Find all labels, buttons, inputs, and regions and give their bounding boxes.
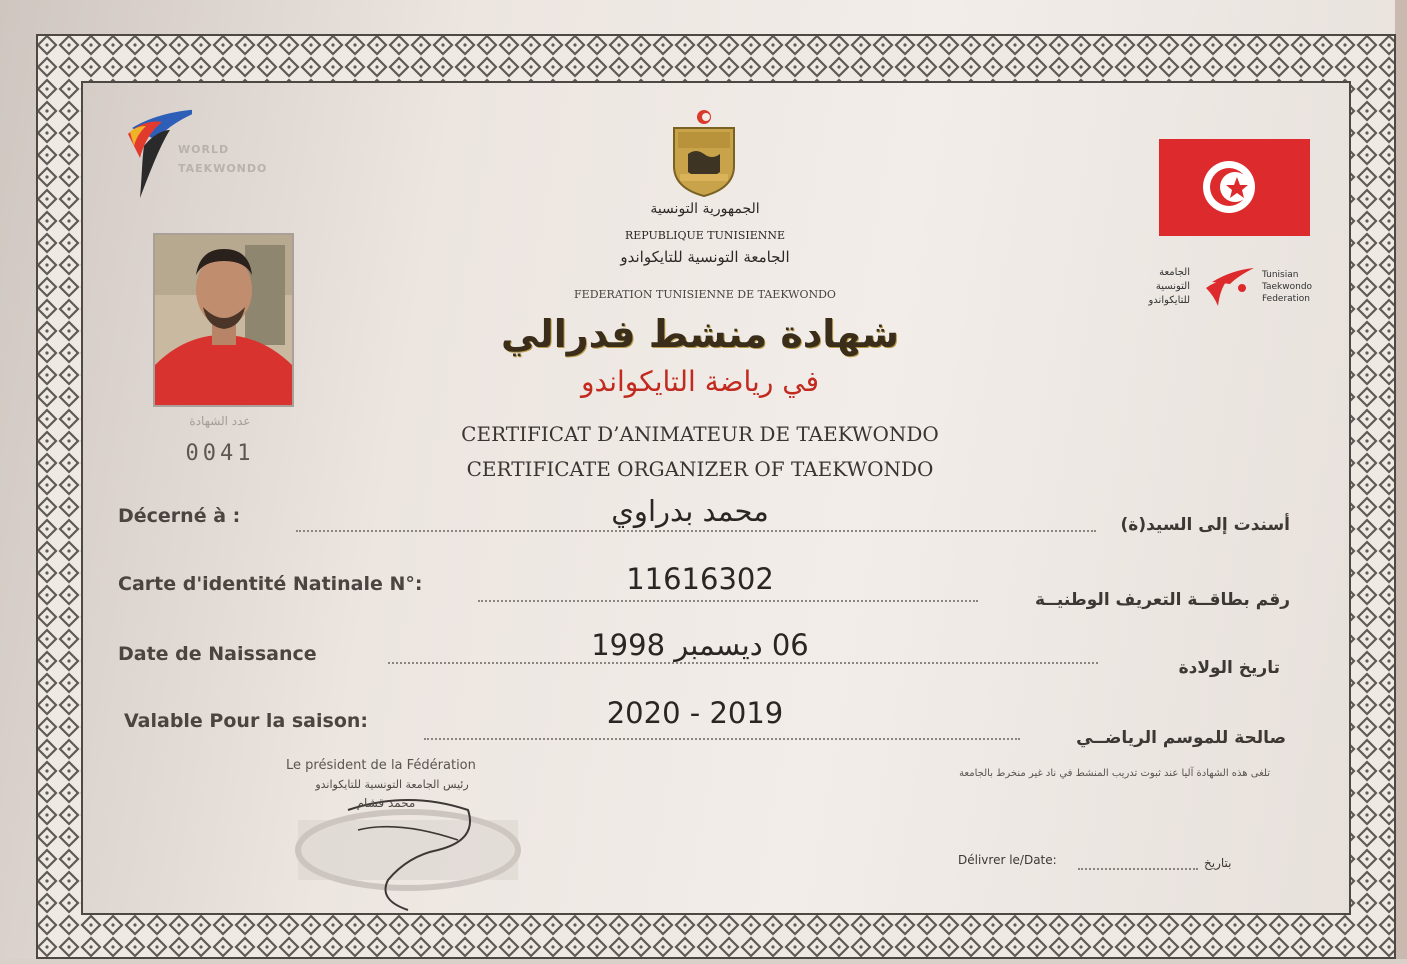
tunisia-coat-of-arms-icon: [666, 108, 742, 198]
awarded-value: محمد بدراوي: [611, 494, 769, 528]
certificate-title-fr: CERTIFICAT D’ANIMATEUR DE TAEKWONDO: [461, 422, 939, 446]
certificate-title-ar: شهادة منشط فدرالي: [501, 312, 899, 356]
world-taekwondo-wordmark: [178, 140, 267, 178]
birth-label-ar: تاريخ الولادة: [1178, 658, 1280, 678]
tunisia-flag-icon: [1159, 139, 1310, 236]
ttf-ar-line-1: الجامعة: [1159, 267, 1190, 278]
ttf-ar-line-3: للتايكواندو: [1148, 295, 1190, 306]
certificate-subtitle-ar: في رياضة التايكواندو: [581, 365, 819, 398]
birth-label-fr: Date de Naissance: [118, 643, 317, 665]
wt-logo-line-1: WORLD: [178, 143, 230, 156]
certificate-number: 0041: [185, 441, 255, 466]
season-label-fr: Valable Pour la saison:: [124, 710, 369, 732]
season-value: 2020 - 2019: [606, 696, 784, 730]
awarded-label-ar: أسندت إلى السيد(ة): [1120, 515, 1290, 535]
ttf-en-line-3: Federation: [1262, 294, 1310, 304]
ttf-en-line-1: Tunisian: [1262, 270, 1299, 280]
season-label-ar: صالحة للموسم الرياضــي: [1076, 728, 1286, 748]
wt-logo-line-2: TAEKWONDO: [178, 162, 268, 175]
validity-note-ar: تلغى هذه الشهادة آليا عند ثبوت تدريب المنشط في ناد غير منخرط بالجامعة: [959, 768, 1270, 779]
republic-fr: REPUBLIQUE TUNISIENNE: [624, 229, 786, 242]
ttf-en-line-2: Taekwondo: [1262, 282, 1313, 292]
ttf-ar-line-2: التونسية: [1155, 281, 1190, 292]
awarded-label-fr: Décerné à :: [118, 505, 241, 527]
certificate-title-en: CERTIFICATE ORGANIZER OF TAEKWONDO: [466, 457, 934, 481]
delivery-date-dotted-line: [1078, 868, 1198, 870]
holder-photo: [153, 233, 294, 407]
president-title-ar: رئيس الجامعة التونسية للتايكواندو: [315, 778, 469, 791]
ttf-logo-text-en: [1262, 269, 1312, 305]
paper-edge: [1395, 0, 1407, 959]
ttf-logo-icon: [1198, 262, 1260, 312]
id-card-label-ar: رقم بطاقــة التعريف الوطنيــة: [1034, 590, 1290, 610]
ttf-logo-text-ar: [1130, 266, 1190, 308]
birth-dotted-line: [388, 662, 1098, 664]
federation-fr: FEDERATION TUNISIENNE DE TAEKWONDO: [574, 288, 836, 301]
id-card-label-fr: Carte d'identité Natinale N°:: [118, 573, 423, 595]
birth-value: 06 ديسمبر 1998: [591, 628, 809, 662]
awarded-dotted-line: [296, 530, 1096, 532]
season-dotted-line: [424, 738, 1020, 740]
president-title-fr: Le président de la Fédération: [286, 758, 476, 773]
delivery-date-label-ar: بتاريخ: [1204, 856, 1232, 870]
delivery-date-label-fr: Délivrer le/Date:: [958, 853, 1057, 867]
president-name: محمد قشام: [356, 796, 416, 810]
federation-ar: الجامعة التونسية للتايكواندو: [620, 248, 790, 266]
id-card-dotted-line: [478, 600, 978, 602]
republic-ar: الجمهورية التونسية: [650, 201, 760, 217]
id-card-value: 11616302: [626, 562, 774, 596]
certificate-number-label: عدد الشهادة: [189, 414, 251, 428]
